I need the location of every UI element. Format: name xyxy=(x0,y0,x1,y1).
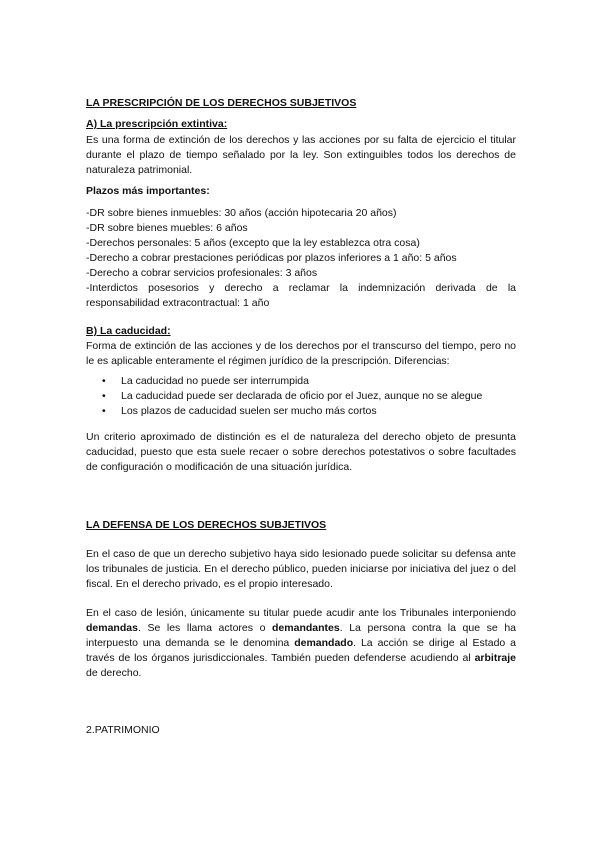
plazo-item: -Interdictos posesorios y derecho a reclamar la indemnización derivada de la responsabilidad extracontractual: 1 año xyxy=(86,282,516,309)
term-demandado: demandado xyxy=(294,637,354,649)
heading-caducidad: B) La caducidad: xyxy=(86,325,171,337)
diferencias-list xyxy=(86,374,516,419)
paragraph-caducidad: Forma de extinción de las acciones y de los derechos por el transcurso del tiempo, pero no le es aplicable enteramente el régimen jurídico de la prescripción. Diferencias: xyxy=(86,340,516,367)
section-title-prescripcion: LA PRESCRIPCIÓN DE LOS DERECHOS SUBJETIVOS xyxy=(86,97,357,109)
section-title-patrimonio: 2.PATRIMONIO xyxy=(86,724,160,736)
section-title-defensa: LA DEFENSA DE LOS DERECHOS SUBJETIVOS xyxy=(86,519,327,531)
plazos-list xyxy=(86,206,516,311)
plazo-item: -DR sobre bienes muebles: 6 años xyxy=(86,222,248,234)
paragraph-prescripcion-extintiva: Es una forma de extinción de los derechos y las acciones por su falta de ejercicio el titular durante el plazo de tiempo señalado por la ley. Son extinguibles todos los derechos de naturaleza patrimonial. xyxy=(86,134,516,176)
plazo-item: -Derecho a cobrar servicios profesionales: 3 años xyxy=(86,267,318,279)
term-demandas: demandas xyxy=(86,622,138,634)
list-item: • La caducidad puede ser declarada de oficio por el Juez, aunque no se alegue xyxy=(86,389,516,404)
plazo-item: -Derecho a cobrar prestaciones periódicas por plazos inferiores a 1 año: 5 años xyxy=(86,252,457,264)
paragraph-criterio: Un criterio aproximado de distinción es el de naturaleza del derecho objeto de presunta caducidad, puesto que esta suele recaer o sobre derechos potestativos o sobre facultades de configuración o modificación de una situación jurídica. xyxy=(86,431,516,473)
paragraph-defensa-1: En el caso de que un derecho subjetivo haya sido lesionado puede solicitar su defensa ante los tribunales de justicia. En el derecho público, pueden iniciarse por iniciativa del juez o del fiscal. En el derecho privado, es el propio interesado. xyxy=(86,548,516,590)
plazo-item: -Derechos personales: 5 años (excepto que la ley establezca otra cosa) xyxy=(86,237,420,249)
heading-plazos: Plazos más importantes: xyxy=(86,185,210,197)
plazo-item: -DR sobre bienes inmuebles: 30 años (acción hipotecaria 20 años) xyxy=(86,207,397,219)
list-item: • La caducidad no puede ser interrumpida xyxy=(86,374,516,389)
heading-prescripcion-extintiva: A) La prescripción extintiva: xyxy=(86,118,228,130)
term-arbitraje: arbitraje xyxy=(474,652,516,664)
paragraph-defensa-2: En el caso de lesión, únicamente su titular puede acudir ante los Tribunales interponiendo demandas. Se les llama actores o demandantes. La persona contra la que se ha interpuesto una demanda se le denomina demandado. La acción se dirige al Estado a través de los órganos jurisdiccionales. También pueden defenderse acudiendo al arbitraje de derecho. xyxy=(86,607,517,679)
term-demandantes: demandantes xyxy=(272,622,340,634)
list-item: • Los plazos de caducidad suelen ser mucho más cortos xyxy=(86,404,516,419)
